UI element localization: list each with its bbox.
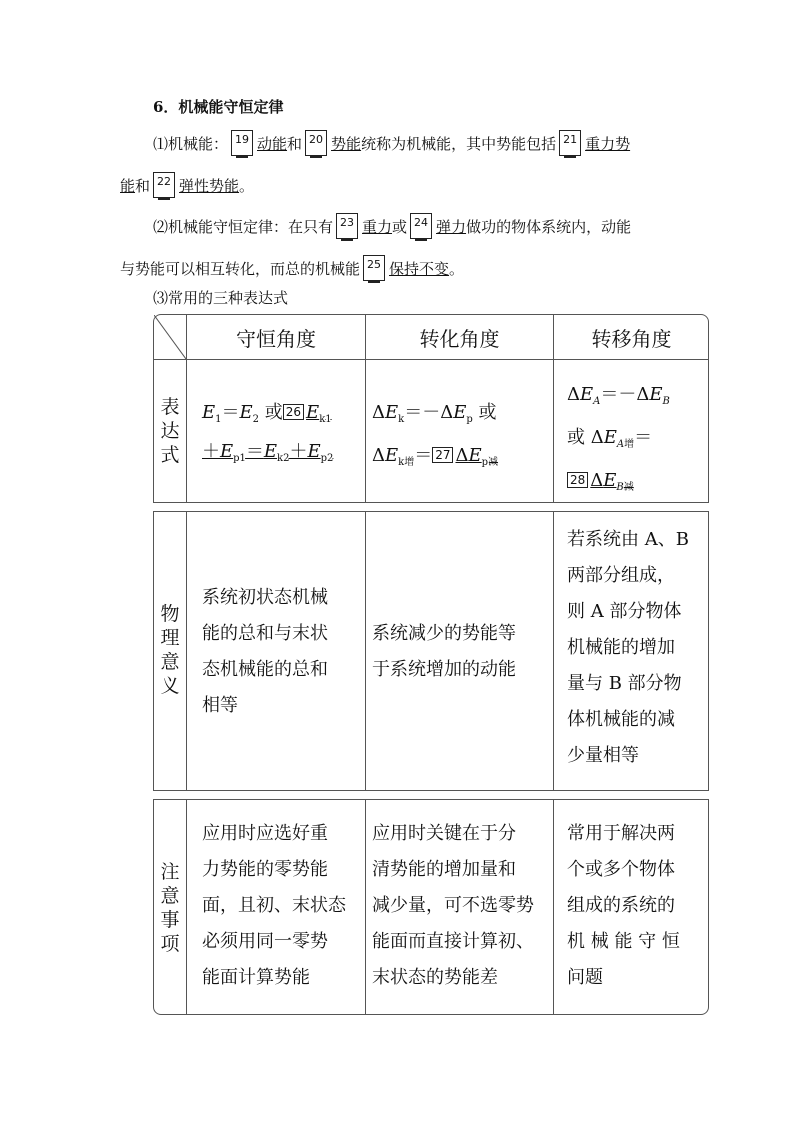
expr-transfer: $\Delta E_A=-\Delta E_B$ 或 $\Delta E_{A增}=$ 28 $\Delta E_{B减}$ xyxy=(567,384,670,493)
table-segment-notes xyxy=(153,799,709,1015)
table-segment-expressions xyxy=(153,314,709,503)
header-transfer: 转移角度 xyxy=(591,327,672,351)
header-conversion: 转化角度 xyxy=(419,327,500,351)
answer-24: 弹力 xyxy=(436,218,467,236)
table-segment-meaning xyxy=(153,511,709,791)
num-box-26: 26 xyxy=(283,404,304,420)
num-box-28: 28 xyxy=(567,472,588,488)
notes-conversion: 应用时关键在于分 清势能的增加量和 减少量，可不选零势 能面而直接计算初、 末状态的势能差 xyxy=(372,823,534,988)
answer-21a: 重力势 xyxy=(585,135,631,153)
paragraph-2-line-1: ⑵机械能守恒定律：在只有 23 重力或 24 弹力做功的物体系统内，动能 xyxy=(153,213,631,239)
blank-box-19[interactable]: 19 xyxy=(231,130,253,156)
answer-21b: 能 xyxy=(120,177,136,195)
expr-conservation: $E_1=E_2$ 或 26 $E_{k1}$ $+E_{p1}=E_{k2}+E_{p2}$ xyxy=(202,402,334,464)
num-box-27: 27 xyxy=(432,447,453,463)
blank-box-25[interactable]: 25 xyxy=(363,255,385,281)
answer-23: 重力 xyxy=(362,218,393,236)
answer-20: 势能 xyxy=(331,135,362,153)
answer-22: 弹性势能 xyxy=(179,177,240,195)
row-label-notes: 注 意 事 项 xyxy=(160,861,180,955)
blank-box-21[interactable]: 21 xyxy=(559,130,581,156)
paragraph-1-line-1: ⑴机械能： 19 动能和 20 势能统称为机械能，其中势能包括 21 重力势 xyxy=(153,130,630,156)
corner-diagonal xyxy=(154,315,186,359)
answer-25: 保持不变 xyxy=(389,260,450,278)
blank-box-24[interactable]: 24 xyxy=(410,213,432,239)
paragraph-1-line-2: 能和 22 弹性势能。 xyxy=(120,172,254,198)
paragraph-2-line-2: 与势能可以相互转化，而总的机械能 25 保持不变。 xyxy=(120,255,464,281)
meaning-conversion: 系统减少的势能等 于系统增加的动能 xyxy=(372,623,516,680)
row-label-meaning: 物 理 意 义 xyxy=(160,603,180,697)
notes-conservation: 应用时应选好重 力势能的零势能 面，且初、末状态 必须用同一零势 能面计算势能 xyxy=(202,823,346,988)
paragraph-3: ⑶常用的三种表达式 xyxy=(153,289,289,307)
blank-box-23[interactable]: 23 xyxy=(336,213,358,239)
notes-transfer: 常用于解决两 个或多个物体 组成的系统的 机 械 能 守 恒 问题 xyxy=(567,823,680,988)
row-label-expression: 表 达 式 xyxy=(160,396,180,466)
p1-lead: ⑴机械能： xyxy=(153,135,229,153)
answer-19: 动能 xyxy=(257,135,288,153)
meaning-conservation: 系统初状态机械 能的总和与末状 态机械能的总和 相等 xyxy=(202,587,328,716)
expr-conversion: $\Delta E_k=-\Delta E_p$ 或 $\Delta E_{k增}= 27$ $\Delta E_{p减}$ xyxy=(372,402,499,468)
section-heading: 6．机械能守恒定律 xyxy=(153,98,284,116)
header-conservation: 守恒角度 xyxy=(236,327,316,351)
blank-box-20[interactable]: 20 xyxy=(305,130,327,156)
meaning-transfer: 若系统由 A、B 两部分组成， 则 A 部分物体 机械能的增加 量与 B 部分物 体机械能的减 少量相等 xyxy=(567,529,689,766)
blank-box-22[interactable]: 22 xyxy=(153,172,175,198)
